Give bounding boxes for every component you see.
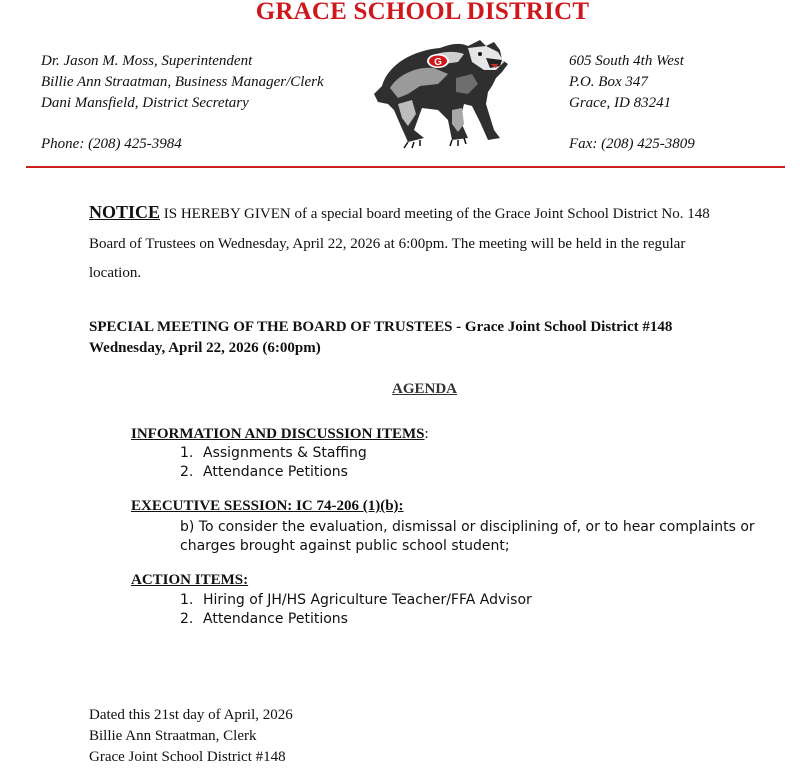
action-section-heading bbox=[131, 572, 248, 589]
header-divider bbox=[26, 166, 785, 168]
address-city: Grace, ID 83241 bbox=[569, 95, 672, 111]
notice-keyword: NOTICE bbox=[89, 202, 161, 222]
fax-number: Fax: (208) 425-3809 bbox=[569, 136, 695, 152]
list-item: 2. Attendance Petitions bbox=[180, 464, 348, 480]
action-items-list bbox=[180, 591, 532, 629]
address-street: 605 South 4th West bbox=[569, 53, 684, 69]
list-item: 1. Assignments & Staffing bbox=[180, 445, 367, 461]
staff-business-manager: Billie Ann Straatman, Business Manager/Clerk bbox=[41, 74, 324, 90]
grizzly-bear-mascot-icon bbox=[368, 34, 512, 152]
action-heading-text: ACTION ITEMS: bbox=[131, 572, 249, 588]
signoff-district: Grace Joint School District #148 bbox=[89, 749, 286, 765]
staff-list bbox=[41, 51, 324, 114]
staff-superintendent: Dr. Jason M. Moss, Superintendent bbox=[41, 53, 253, 69]
phone-number: Phone: (208) 425-3984 bbox=[41, 136, 182, 152]
executive-session-text: b) To consider the evaluation, dismissal or disciplining of, or to hear complaints or charges brought against public school student; bbox=[180, 519, 755, 554]
info-heading-text: INFORMATION AND DISCUSSION ITEMS bbox=[131, 426, 425, 442]
notice-paragraph bbox=[89, 198, 729, 289]
meeting-date: Wednesday, April 22, 2026 (6:00pm) bbox=[89, 340, 321, 356]
info-items-list bbox=[180, 444, 367, 482]
address-po-box: P.O. Box 347 bbox=[569, 74, 648, 90]
list-item: 1. Hiring of JH/HS Agriculture Teacher/FFA Advisor bbox=[180, 592, 532, 608]
meeting-title: SPECIAL MEETING OF THE BOARD OF TRUSTEES - Grace Joint School District #148 bbox=[89, 319, 673, 335]
signoff-name: Billie Ann Straatman, Clerk bbox=[89, 728, 257, 744]
staff-secretary: Dani Mansfield, District Secretary bbox=[41, 95, 249, 111]
executive-heading-text: EXECUTIVE SESSION: IC 74-206 (1)(b): bbox=[131, 498, 404, 514]
info-section-heading bbox=[131, 426, 429, 443]
meeting-heading bbox=[89, 317, 789, 359]
logo-letter: G bbox=[434, 57, 442, 68]
list-item: 2. Attendance Petitions bbox=[180, 611, 348, 627]
notice-text: IS HEREBY GIVEN of a special board meeting of the Grace Joint School District No. 148 Board of Trustees on Wednesday, April 22, 2026 at 6:00pm. The meeting will be held in the regular location. bbox=[89, 206, 710, 281]
executive-section-heading bbox=[131, 498, 404, 515]
signoff-block bbox=[89, 705, 293, 768]
signoff-dated: Dated this 21st day of April, 2026 bbox=[89, 707, 293, 723]
district-title: GRACE SCHOOL DISTRICT bbox=[255, 0, 590, 25]
info-heading-colon: : bbox=[424, 426, 429, 442]
district-address bbox=[569, 51, 684, 114]
agenda-heading: AGENDA bbox=[391, 381, 457, 397]
